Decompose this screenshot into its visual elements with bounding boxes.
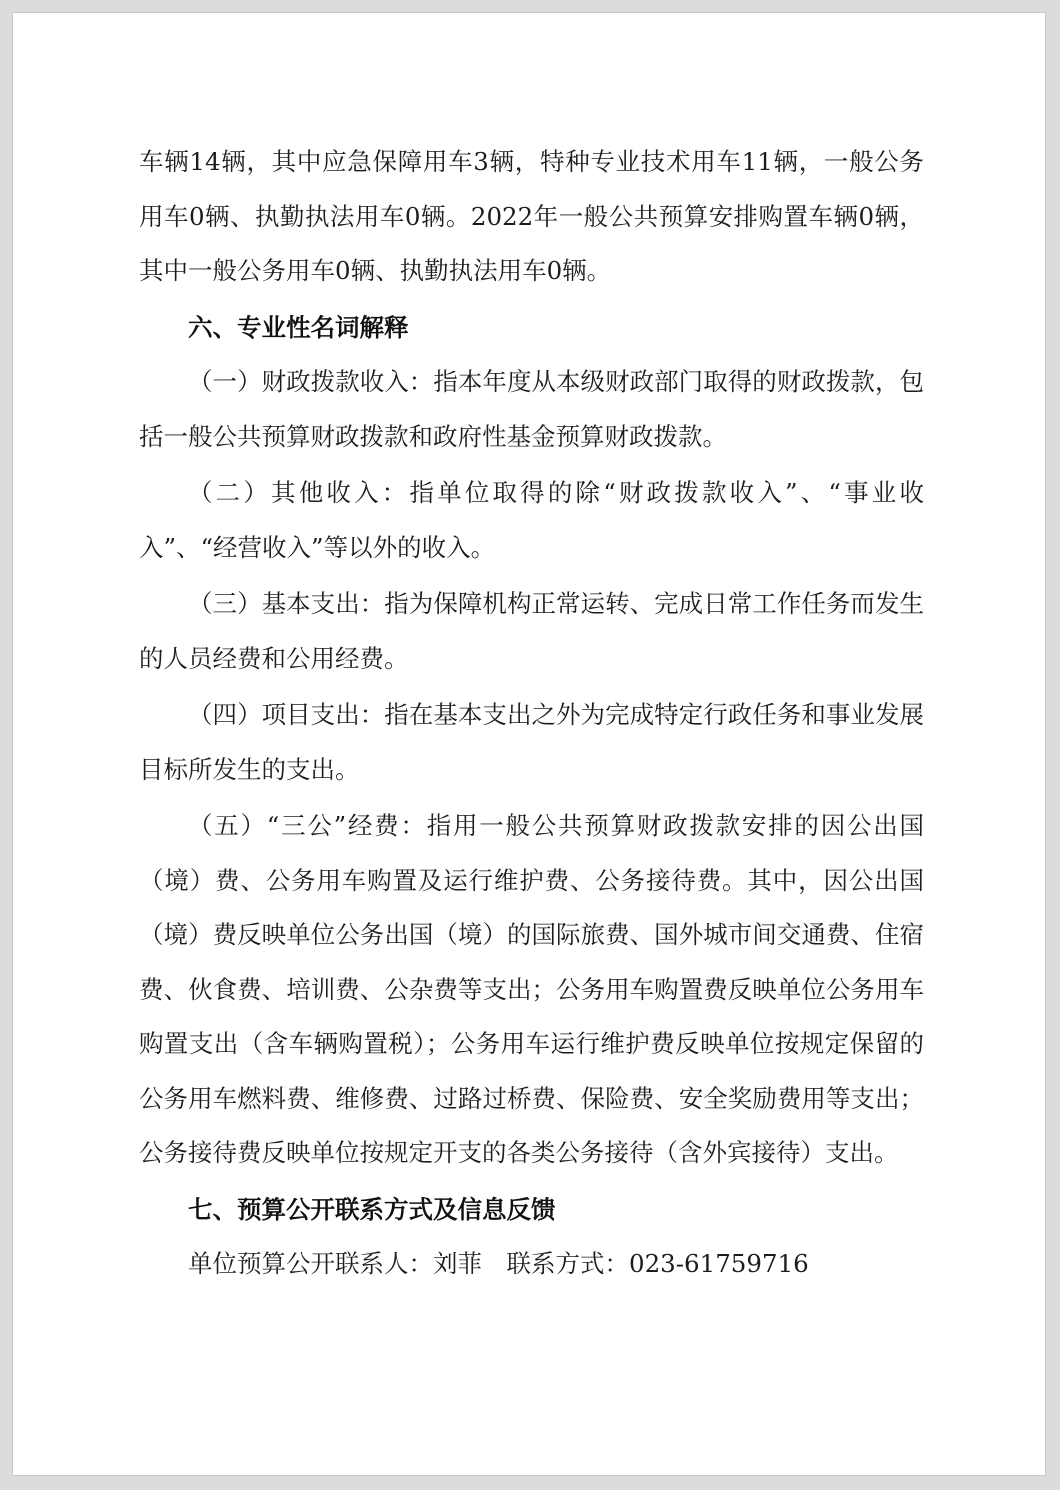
vehicle-paragraph: 车辆14辆，其中应急保障用车3辆，特种专业技术用车11辆，一般公务用车0辆、执勤执法用车0辆。2022年一般公共预算安排购置车辆0辆，其中一般公务用车0辆、执勤执法用车0辆。 [139, 147, 924, 285]
section-7-heading: 七、预算公开联系方式及信息反馈 [188, 1194, 556, 1224]
term-project-expenditure: （四）项目支出：指在基本支出之外为完成特定行政任务和事业发展目标所发生的支出。 [139, 700, 924, 784]
document-page [12, 12, 1046, 1476]
term-basic-expenditure: （三）基本支出：指为保障机构正常运转、完成日常工作任务而发生的人员经费和公用经费。 [139, 589, 924, 673]
term-other-income: （二）其他收入：指单位取得的除“财政拨款收入”、“事业收入”、“经营收入”等以外的收入。 [139, 478, 924, 562]
contact-line: 单位预算公开联系人：刘菲 联系方式：023-61759716 [188, 1249, 809, 1278]
term-financial-allocation: （一）财政拨款收入：指本年度从本级财政部门取得的财政拨款，包括一般公共预算财政拨款和政府性基金预算财政拨款。 [139, 367, 924, 451]
document-body [139, 135, 924, 1292]
term-three-public-expenses: （五）“三公”经费：指用一般公共预算财政拨款安排的因公出国（境）费、公务用车购置及运行维护费、公务接待费。其中，因公出国（境）费反映单位公务出国（境）的国际旅费、国外城市间交通费、住宿费、伙食费、培训费、公杂费等支出；公务用车购置费反映单位公务用车购置支出（含车辆购置税）；公务用车运行维护费反映单位按规定保留的公务用车燃料费、维修费、过路过桥费、保险费、安全奖励费用等支出；公务接待费反映单位按规定开支的各类公务接待（含外宾接待）支出。 [139, 811, 924, 1167]
section-6-heading: 六、专业性名词解释 [188, 312, 409, 342]
